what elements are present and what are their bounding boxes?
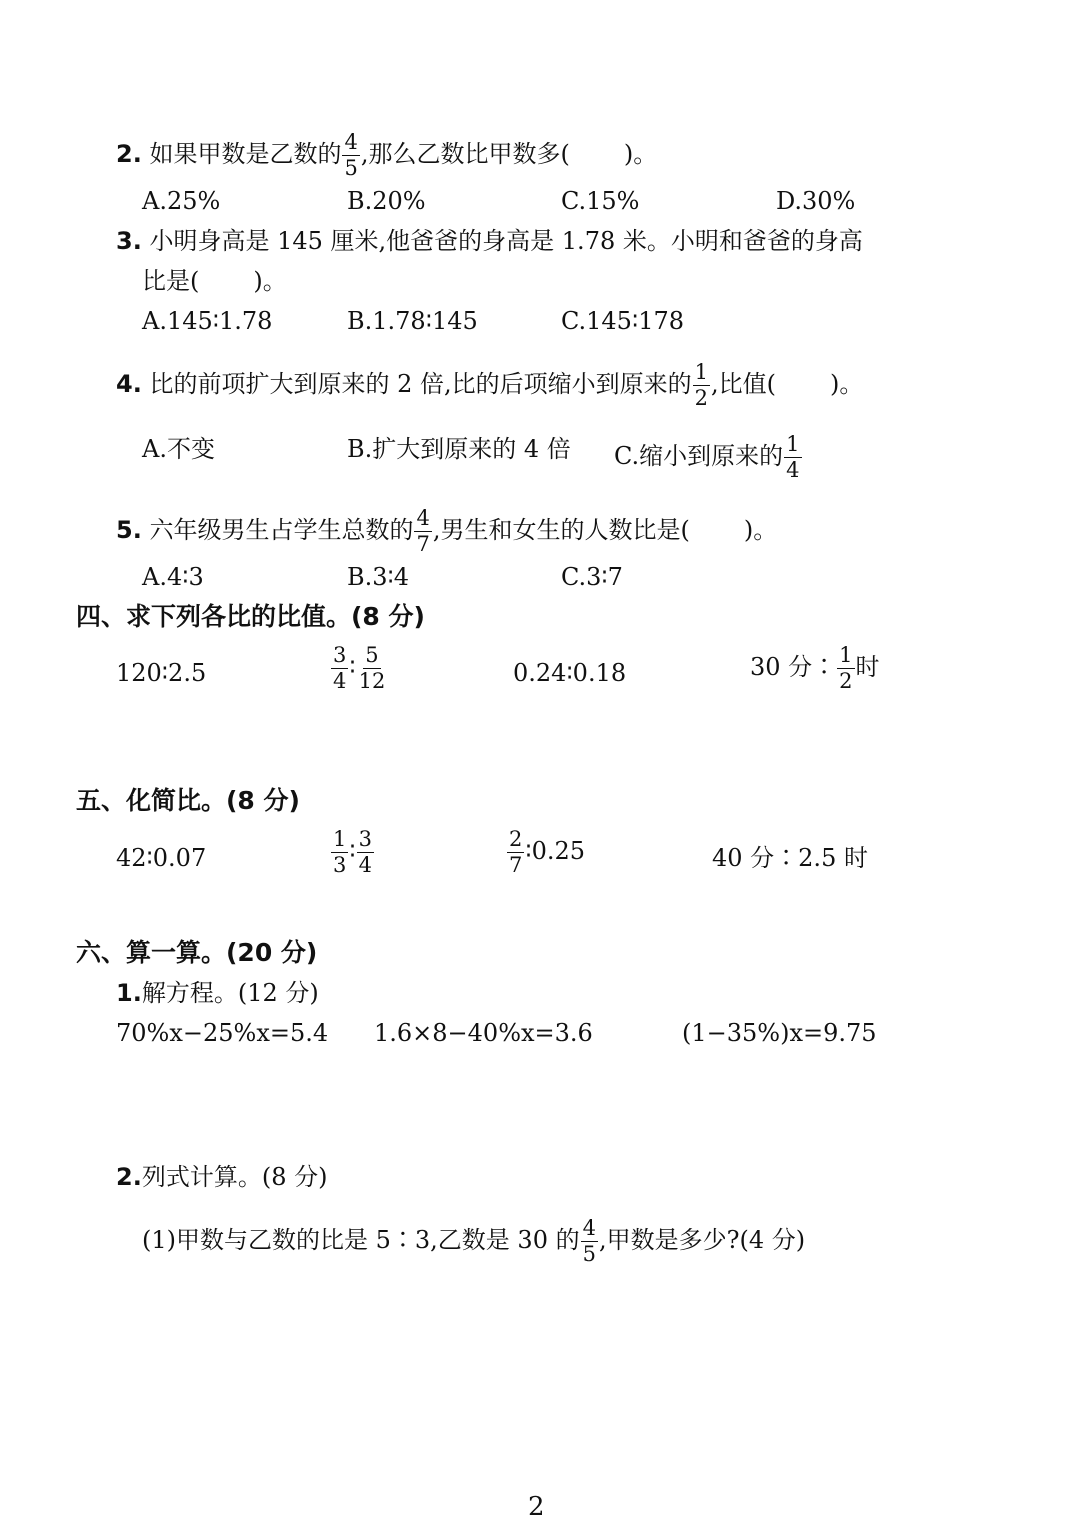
question-text: 小明身高是 145 厘米,他爸爸的身高是 1.78 米。小明和爸爸的身高: [149, 227, 863, 255]
option[interactable]: A.不变: [142, 435, 215, 463]
ratio-expression: $\frac{3}{4}$ ∶ $\frac{5}{12}$: [333, 643, 386, 693]
option[interactable]: B.1.78∶145: [347, 307, 478, 335]
option[interactable]: C.3∶7: [561, 563, 623, 591]
ratio-expression: $\frac{2}{7}$ ∶0.25: [509, 827, 586, 877]
section-4-title: 四、求下列各比的比值。(8 分): [76, 602, 425, 631]
option[interactable]: C.145∶178: [561, 307, 684, 335]
sub-question-1: 1.解方程。(12 分): [116, 979, 319, 1007]
equation: (1−35%)x=9.75: [682, 1019, 877, 1047]
question-2: 2. 如果甲数是乙数的 $\frac{4}{5}$ ,那么乙数比甲数多( )。: [116, 130, 658, 180]
ratio-expression: 0.24∶0.18: [513, 659, 627, 687]
ratio-expression: 42∶0.07: [116, 844, 207, 872]
section-6-title: 六、算一算。(20 分): [76, 938, 318, 967]
equation: 70%x−25%x=5.4: [116, 1019, 329, 1047]
section-5-title: 五、化简比。(8 分): [76, 786, 300, 815]
ratio-expression: 30 分∶ $\frac{1}{2}$ 时: [750, 643, 880, 693]
option[interactable]: A.145∶1.78: [142, 307, 273, 335]
equation: 1.6×8−40%x=3.6: [374, 1019, 593, 1047]
ratio-expression: $\frac{1}{3}$ ∶ $\frac{3}{4}$: [333, 827, 372, 877]
fraction: $\frac{1}{2}$: [694, 360, 708, 410]
fraction: $\frac{4}{7}$: [416, 506, 430, 556]
option[interactable]: B.20%: [347, 187, 426, 215]
fraction: $\frac{1}{4}$: [786, 432, 800, 482]
question-text-cont: ,那么乙数比甲数多(: [360, 140, 570, 168]
option[interactable]: C.缩小到原来的 $\frac{1}{4}$: [614, 432, 800, 482]
question-number: 5.: [116, 516, 142, 544]
word-problem-1: (1)甲数与乙数的比是 5∶3,乙数是 30 的 $\frac{4}{5}$ ,甲数是多少?(4 分): [142, 1216, 806, 1266]
question-number: 3.: [116, 227, 142, 255]
fraction: $\frac{4}{5}$: [582, 1216, 596, 1266]
question-3-line2: 比是( )。: [142, 267, 287, 295]
ratio-expression: 40 分∶2.5 时: [712, 844, 868, 872]
question-number: 2.: [116, 140, 142, 168]
question-text: 比的前项扩大到原来的 2 倍,比的后项缩小到原来的: [149, 370, 692, 398]
question-number: 4.: [116, 370, 142, 398]
option[interactable]: B.3∶4: [347, 563, 410, 591]
ratio-expression: 120∶2.5: [116, 659, 207, 687]
question-text: 如果甲数是乙数的: [149, 140, 342, 168]
option[interactable]: D.30%: [776, 187, 856, 215]
sub-question-2: 2.列式计算。(8 分): [116, 1163, 328, 1191]
page-number: 2: [528, 1492, 545, 1522]
question-5: 5. 六年级男生占学生总数的 $\frac{4}{7}$ ,男生和女生的人数比是( )。: [116, 506, 778, 556]
fraction: $\frac{4}{5}$: [344, 130, 358, 180]
question-text: 六年级男生占学生总数的: [149, 516, 414, 544]
option[interactable]: A.4∶3: [142, 563, 204, 591]
question-3: [116, 226, 863, 256]
option[interactable]: A.25%: [142, 187, 221, 215]
option[interactable]: B.扩大到原来的 4 倍: [347, 435, 571, 463]
option[interactable]: C.15%: [561, 187, 640, 215]
question-4: 4. 比的前项扩大到原来的 2 倍,比的后项缩小到原来的 $\frac{1}{2}$ ,比值( )。: [116, 360, 864, 410]
